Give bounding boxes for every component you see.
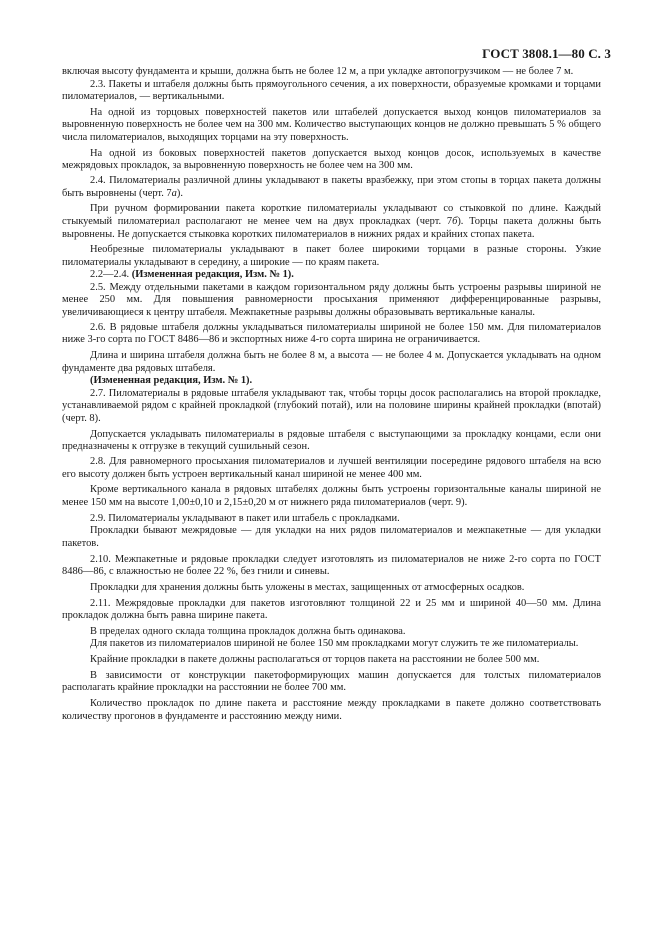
- page-header: ГОСТ 3808.1—80 С. 3: [482, 46, 611, 61]
- paragraph: Крайние прокладки в пакете должны располагаться от торцов пакета на расстоянии не более 500 мм.: [90, 654, 540, 666]
- paragraph-clause-2-7: 2.7. Пиломатериалы в рядовые штабеля укладывают так, чтобы торцы досок располагались на второй прокладке, устанавливаемой рядом с крайней прокладкой (глубокий потай), или на половине ширины крайней прокладки (впотай) (черт. 8).: [62, 387, 601, 424]
- amendment-label: (Измененная редакция, Изм. № 1).: [90, 375, 253, 387]
- paragraph-clause-2-4: [62, 175, 601, 200]
- text-run: При ручном формировании пакета короткие пиломатериалы укладывают со стыковкой по длине. Каждый стыкуемый пиломатериал располагают не менее чем на двух прокладках (черт. 7: [62, 203, 601, 227]
- text-run: 2.4. Пиломатериалы различной длины укладывают в пакеты вразбежку, при этом стопы в торцах пакета должны быть выровнены (черт. 7: [62, 175, 601, 199]
- paragraph: В зависимости от конструкции пакетоформирующих машин допускается для толстых пиломатериалов располагать крайние прокладки на расстоянии не более 700 мм.: [62, 669, 601, 694]
- text-run: ). Торцы пакета должны быть выровнены. Не допускается стыковка коротких пиломатериалов в нижних рядах и крайних стопах пакета.: [62, 215, 601, 240]
- paragraph-clause-2-6: 2.6. В рядовые штабеля должны укладываться пиломатериалы шириной не более 150 мм. Для пиломатериалов ниже 3-го сорта по ГОСТ 8486—86 и экспортных ниже 4-го сорта ширина не ограничивается.: [62, 321, 601, 346]
- paragraph: Прокладки бывают межрядовые — для укладки на них рядов пиломатериалов и межпакетные — для укладки пакетов.: [62, 525, 601, 549]
- document-body: [62, 66, 601, 723]
- text-run: 2.2—2.4.: [90, 269, 132, 281]
- paragraph-clause-2-3: 2.3. Пакеты и штабеля должны быть прямоугольного сечения, а их поверхности, образуемые кромками и торцами пиломатериалов, — вертикальными.: [62, 78, 601, 103]
- figure-ref-letter: а: [171, 187, 177, 199]
- amendment-label: (Измененная редакция, Изм. № 1).: [131, 269, 294, 281]
- paragraph: Для пакетов из пиломатериалов шириной не более 150 мм прокладками могут служить те же пиломатериалы.: [90, 638, 579, 650]
- paragraph-clause-2-9: 2.9. Пиломатериалы укладывают в пакет или штабель с прокладками.: [90, 512, 400, 524]
- paragraph: Необрезные пиломатериалы укладывают в пакет более широкими торцами в разные стороны. Узкие пиломатериалы укладывают в середину, а широкие — по краям пакета.: [62, 244, 601, 268]
- text-run: ).: [176, 187, 183, 199]
- paragraph: Количество прокладок по длине пакета и расстояние между прокладками в пакете должно соответствовать количеству прогонов в фундаменте и расстоянию между ними.: [62, 698, 601, 722]
- paragraph: На одной из торцовых поверхностей пакетов или штабелей допускается выход концов пиломатериалов за выровненную поверхность не более чем на 300 мм. Количество выступающих концов не должно превышать 5 % общего числа пиломатериалов, выходящих торцами на эту поверхность.: [62, 106, 601, 143]
- paragraph: включая высоту фундамента и крыши, должна быть не более 12 м, а при укладке автопогрузчиком — не более 7 м.: [62, 66, 574, 77]
- paragraph: Кроме вертикального канала в рядовых штабелях должны быть устроены горизонтальные каналы шириной не менее 150 мм на высоте 1,00±0,10 и 2,15±0,20 м от нижнего ряда пиломатериалов (черт. 9).: [62, 484, 601, 508]
- paragraph: Допускается укладывать пиломатериалы в рядовые штабеля с выступающими за прокладку концами, если они предназначены к отгрузке в текущий сушильный сезон.: [62, 428, 601, 453]
- paragraph: На одной из боковых поверхностей пакетов допускается выход концов досок, используемых в качестве межрядовых прокладок, за выровненную поверхность не более чем на 300 мм.: [62, 147, 601, 172]
- paragraph: [62, 203, 601, 241]
- paragraph: Прокладки для хранения должны быть уложены в местах, защищенных от атмосферных осадков.: [90, 581, 525, 593]
- amendment-note: [62, 375, 601, 388]
- paragraph-clause-2-11: 2.11. Межрядовые прокладки для пакетов изготовляют толщиной 22 и 25 мм и шириной 40—50 мм. Длина прокладок должна быть равна ширине пакета.: [62, 597, 601, 622]
- paragraph-clause-2-5: 2.5. Между отдельными пакетами в каждом горизонтальном ряду должны быть устроены разрывы шириной не менее 250 мм. Для повышения равномерности просыхания применяют дифференцированные разрывы, увеличивающиеся к центру штабеля. Межпакетные разрывы должны образовывать вертикальные каналы.: [62, 281, 601, 318]
- amendment-note: [62, 269, 601, 282]
- paragraph: Длина и ширина штабеля должна быть не более 8 м, а высота — не более 4 м. Допускается укладывать на одном фундаменте два рядовых штабеля.: [62, 350, 601, 374]
- paragraph: В пределах одного склада толщина прокладок должна быть одинакова.: [90, 625, 406, 637]
- figure-ref-letter: б: [452, 215, 458, 227]
- paragraph-clause-2-8: 2.8. Для равномерного просыхания пиломатериалов и лучшей вентиляции посередине рядового штабеля на всю его высоту должен быть устроен вертикальный канал шириной не менее 400 мм.: [62, 456, 601, 480]
- paragraph-clause-2-10: 2.10. Межпакетные и рядовые прокладки следует изготовлять из пиломатериалов не ниже 2-го сорта по ГОСТ 8486—86, с влажностью не более 22 %, без гнили и синевы.: [62, 553, 601, 578]
